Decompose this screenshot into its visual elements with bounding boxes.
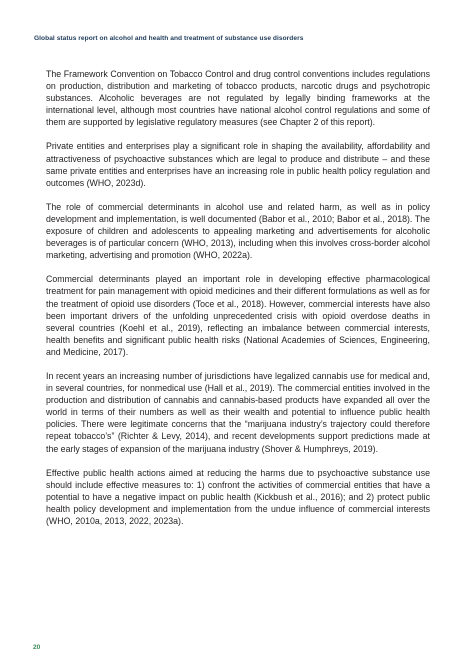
paragraph-private-entities: Private entities and enterprises play a significant role in shaping the availability, affordability and attractiveness of psychoactive substances which are legal to produce and distribute – and these same private entities and enterprises have an increasing role in public health policy regulation and outcomes (WHO, 2023d). <box>46 141 430 188</box>
paragraph-framework-convention: The Framework Convention on Tobacco Control and drug control conventions includes regulations on production, distribution and marketing of tobacco products, narcotic drugs and psychotropic substances. Alcoholic beverages are not regulated by legally binding frameworks at the international level, although most countries have national alcohol control regulations and some of them are supported by legislative regulatory measures (see Chapter 2 of this report). <box>46 69 430 128</box>
paragraph-opioid-treatment: Commercial determinants played an important role in developing effective pharmacological treatment for pain management with opioid medicines and their different formulations as well as for the treatment of opioid use disorders (Toce et al., 2018). However, commercial interests have also been important drivers of the unfolding unprecedented crisis with opioid overdose deaths in several countries (Koehl et al., 2019), reflecting an imbalance between commercial interests, health benefits and significant public health risks (National Academies of Sciences, Engineering, and Medicine, 2017). <box>46 274 430 357</box>
paragraph-cannabis-legalization: In recent years an increasing number of jurisdictions have legalized cannabis use for medical and, in several countries, for nonmedical use (Hall et al., 2019). The commercial entities involved in the production and distribution of cannabis and cannabis-based products have expanded all over the world in terms of their numbers as well as their wealth and potential to influence public health policies. There were legitimate concerns that the “marijuana industry’s trajectory could therefore repeat tobacco’s” (Richter & Levy, 2014), and recent developments support predictions made at the early stages of expansion of the marijuana industry (Shover & Humphreys, 2019). <box>46 370 430 454</box>
body-text <box>46 68 430 539</box>
running-header: Global status report on alcohol and health and treatment of substance use disorders <box>34 35 304 42</box>
paragraph-commercial-determinants: The role of commercial determinants in alcohol use and related harm, as well as in policy development and implementation, is well documented (Babor et al., 2010; Babor et al., 2018). The exposure of children and adolescents to appealing marketing and advertisements for alcoholic beverages is of particular concern (WHO, 2013), including when this involves cross-border alcohol marketing, advertising and promotion (WHO, 2022a). <box>46 201 430 261</box>
page-number: 20 <box>33 644 41 651</box>
paragraph-public-health-actions: Effective public health actions aimed at reducing the harms due to psychoactive substance use should include effective measures to: 1) confront the activities of commercial entities that have a potential to have a negative impact on public health (Kickbush et al., 2016); and 2) protect public health policy development and implementation from the undue influence of commercial interests (WHO, 2010a, 2013, 2022, 2023a). <box>46 467 430 526</box>
